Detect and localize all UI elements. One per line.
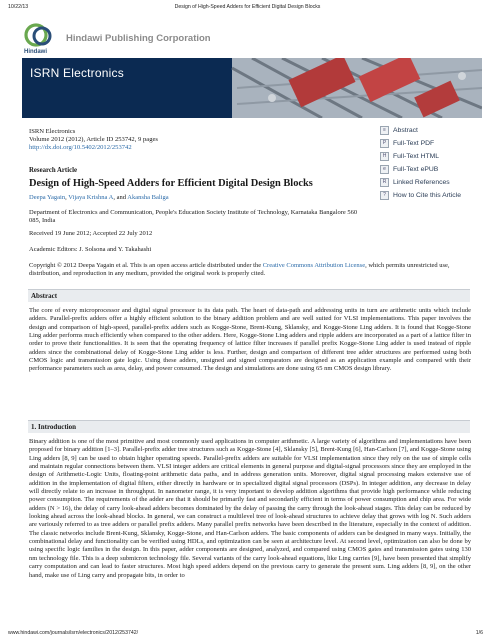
author-list [29,194,359,201]
sidebar-item-label: How to Cite this Article [393,192,461,199]
introduction-heading: 1. Introduction [28,420,470,433]
article-meta [29,128,349,153]
academic-editors: Academic Editors: J. Solsona and Y. Takahashi [29,246,152,253]
page-number: 1/6 [475,630,483,636]
copyright-text-end: , which permits unrestricted use, distribution, and reproduction in any medium, provided the original work is properly cited. [29,262,450,278]
sidebar-item-html[interactable] [380,151,480,164]
received-accepted-dates: Received 19 June 2012; Accepted 22 July 2012 [29,230,153,237]
journal-banner [22,58,482,118]
pdf-icon: P [380,139,389,148]
introduction-body: Binary addition is one of the most primitive and most commonly used applications in computer arithmetic. A large variety of algorithms and implementations have been proposed for binary addition [1–3]. Parallel-prefix adder tree structures such as Kogge-Stone [4], Sklansky [5], Brent-Kung [6], Han-Carlson [7], and Kogge-Stone using Ling adders [8, 9] can be used to obtain higher operating speeds. Parallel-prefix adders are suitable for VLSI implementation since they rely on the use of simple cells and maintain regular connections between them. VLSI integer adders are critical elements in general purpose and digital-signal processors since they are employed in the design of Arithmetic-Logic Units, floating-point arithmetic data paths, and in address generation units. Moreover, digital signal processing makes extensive use of addition in the implementation of digital filters, either directly in hardware or in specialized digital signal processors (DSPs). In integer addition, any decrease in delay will directly relate to an increase in throughput. In nanometer range, it is very important to develop addition algorithms that provide high performance while reducing power consumption. The requirements of the adder are that it should be primarily fast and secondarily efficient in terms of power consumption and chip area. For wide adders (N > 16), the delay of carry look-ahead adders becomes dominated by the delay of passing the carry through the look-ahead stages. This delay can be reduced by looking ahead across the look-ahead blocks. In general, we can construct a multilevel tree of look-ahead structures to achieve delay that grows with log N. Such adders are variously referred to as tree adders or parallel prefix adders. Many parallel prefix networks have been described in the literature, especially in the context of addition. The classic networks include Brent-Kung, Sklansky, Kogge-Stone, and Han-Carlson adders. The basic components of adders can be designed in many ways. Initially, the combinational delay and functionality can be verified using HDLs, and optimization can be seen at architecture level. At second level, optimization can also be done by using specific logic families in the design. In this paper, adder components are designed, analyzed, and compared using CMOS gates and transmission gates using 130 nm technology file. This is a deep submicron technology file. Several variants of the carry look-ahead equations, like Ling carries [9], have been presented that simplify carry computation and can lead to faster structures. Most high speed adders depend on the previous carry to generate the present sum. Ling adders [8, 9], on the other hand, make use of Ling carry and propagate bits, in order to [29,438,471,579]
volume-info: Volume 2012 (2012), Article ID 253742, 9 pages [29,136,158,144]
author-link[interactable]: Deepa Yagain [29,194,66,201]
copyright-notice [29,262,469,278]
cite-icon: ? [380,191,389,200]
publisher-name[interactable]: Hindawi Publishing Corporation [66,33,211,44]
abstract-body: The core of every microprocessor and digital signal processor is its data path. The heart of data-path and addressing units in turn are arithmetic units which include adders. Parallel-prefix adders offer a highly efficient solution to the binary addition problem and are well suited for VLSI implementations. This paper involves the design and comparison of high-speed, parallel-prefix adders such as Kogge-Stone, Brent-Kung, Sklansky, and Kogge-Stone Ling adders. It is found that Kogge-Stone Ling adder performs much efficiently when compared to the other adders. Here, Kogge-Stone Ling adders and ripple adders are incorporated as a part of a lattice filter in order to prove their functionalities. It is seen that the operating frequency of lattice filter increases if parallel prefix Kogge-Stone Ling adder is used instead of ripple adders since the combinational delay of Kogge-Stone Ling adder is less. Further, design and comparison of different tree adder structures are performed using both CMOS logic and transmission gate logic. Using these adders, unsigned and signed comparators are designed as an application example and compared with their performance parameters such as area, delay, and power consumed. The design and simulations are done using 65 nm CMOS design library. [29,307,471,373]
author-separator: , [65,194,69,201]
sidebar-item-label: Full-Text PDF [393,140,435,147]
brand-bar [22,22,482,58]
epub-icon: e [380,165,389,174]
print-page-title: Design of High-Speed Adders for Efficient Digital Design Blocks [174,4,321,10]
author-separator: , and [113,194,128,201]
sidebar-item-label: Full-Text HTML [393,153,440,160]
sidebar-item-cite[interactable] [380,190,480,203]
sidebar-item-pdf[interactable] [380,138,480,151]
sidebar-item-label: Abstract [393,127,418,134]
print-footer [0,628,495,640]
document-icon: ≡ [380,126,389,135]
print-date: 10/22/13 [8,4,29,10]
journal-banner-title: ISRN Electronics [30,66,124,80]
affiliation: Department of Electronics and Communication, People's Education Society Institute of Technology, Karnataka Bangalore 560 085, India [29,209,358,225]
print-header [0,0,495,14]
sidebar-item-abstract[interactable] [380,125,480,138]
abstract-heading: Abstract [28,289,470,302]
html-icon: H [380,152,389,161]
doi-link[interactable]: http://dx.doi.org/10.5402/2012/253742 [29,144,132,152]
page-url[interactable]: www.hindawi.com/journals/isrn/electronics/2012/253742/ [8,630,139,636]
article-type: Research Article [29,167,77,174]
copyright-text: Copyright © 2012 Deepa Yagain et al. This is an open access article distributed under the [29,262,263,269]
sidebar-item-label: Linked References [393,179,450,186]
logo-wordmark: Hindawi [24,49,48,55]
sidebar-item-references[interactable] [380,177,480,190]
author-link[interactable]: Akansha Baliga [127,194,169,201]
journal-name: ISRN Electronics [29,128,76,135]
article-tools-sidebar [380,125,480,203]
references-icon: R [380,178,389,187]
author-link[interactable]: Vijaya Krishna A [68,194,114,201]
sidebar-item-epub[interactable] [380,164,480,177]
license-link[interactable]: Creative Commons Attribution License [262,262,366,269]
sidebar-item-label: Full-Text ePUB [393,166,439,173]
article-title: Design of High-Speed Adders for Efficient Digital Design Blocks [29,178,313,189]
